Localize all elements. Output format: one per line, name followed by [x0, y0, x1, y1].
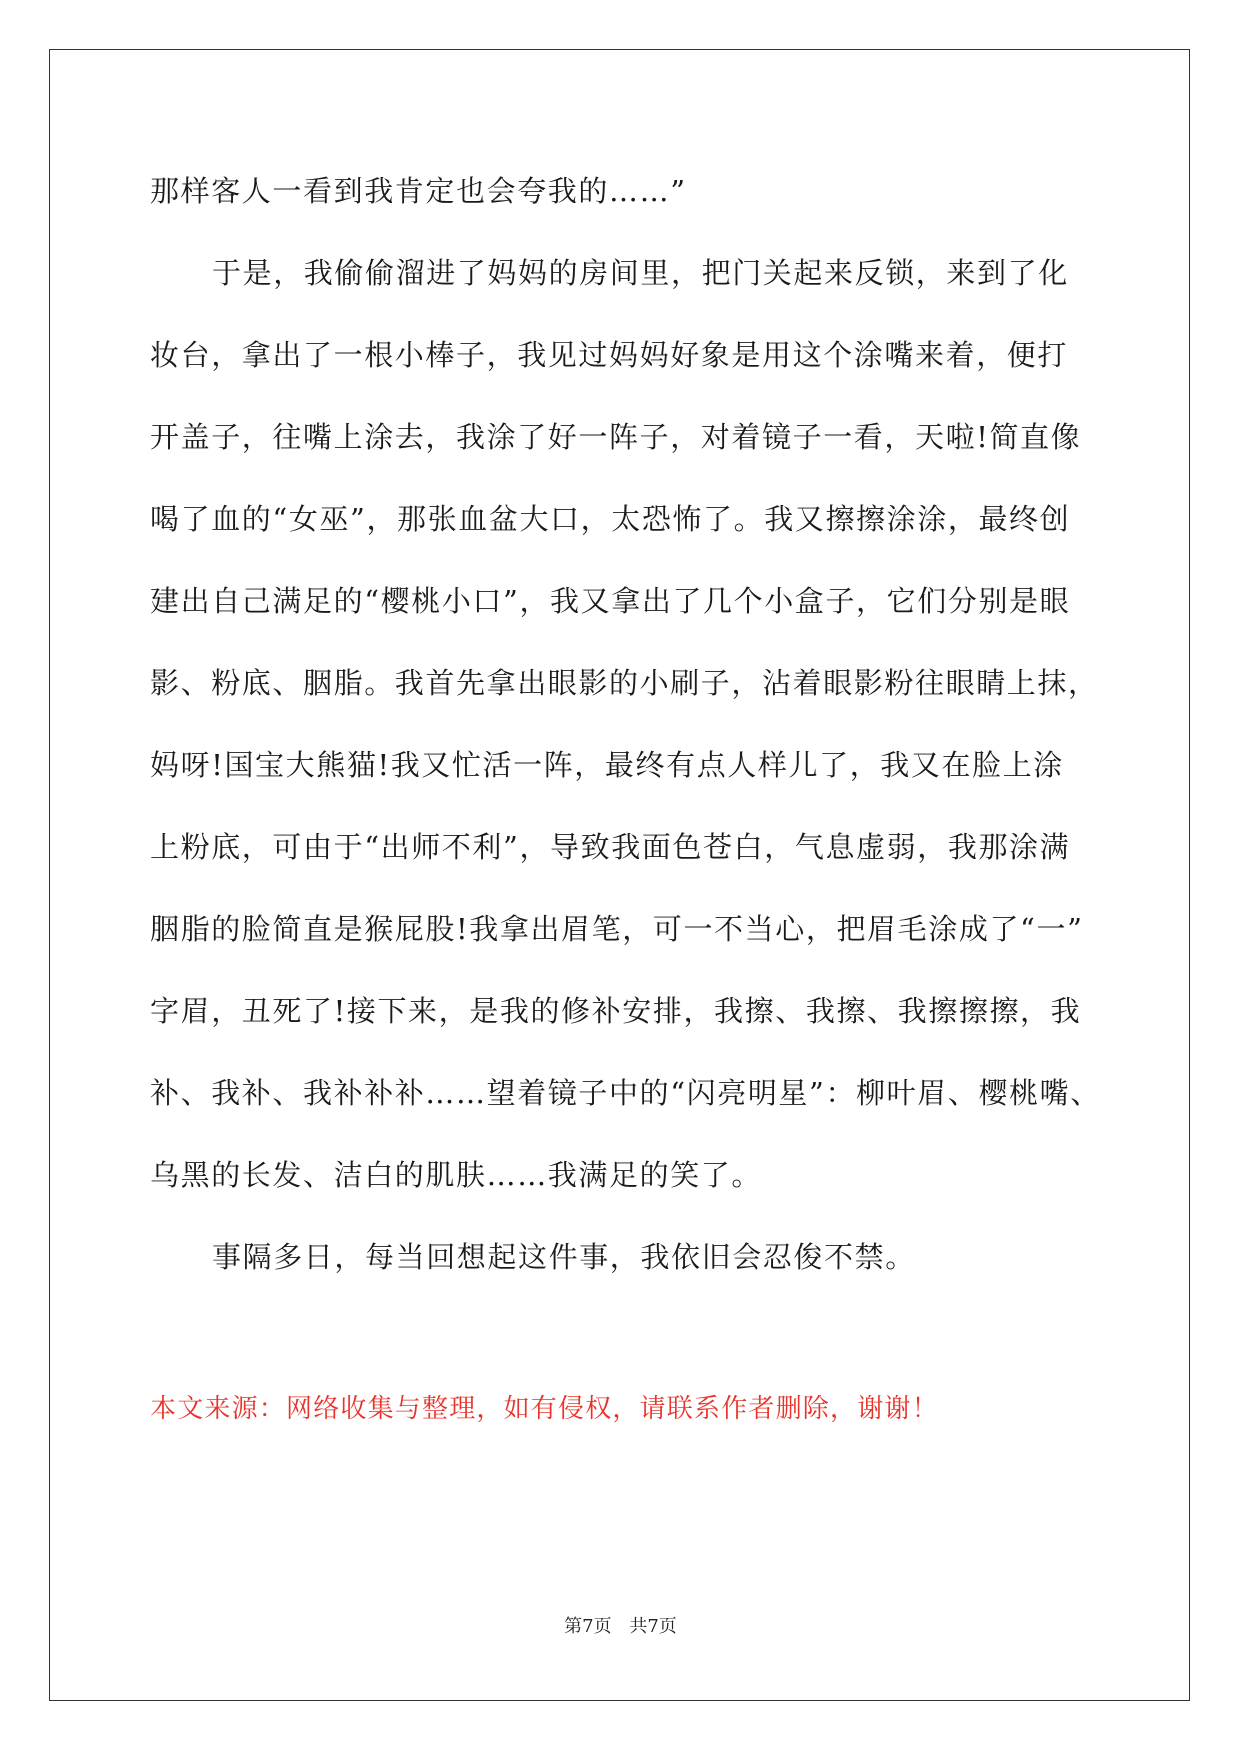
- paragraph-line: 影、粉底、胭脂。我首先拿出眼影的小刷子，沾着眼影粉往眼睛上抹，: [150, 666, 1099, 700]
- source-note: 本文来源：网络收集与整理，如有侵权，请联系作者删除，谢谢！: [150, 1394, 939, 1424]
- page-number-current: 第7页: [564, 1616, 612, 1637]
- paragraph-line: 建出自己满足的“樱桃小口”，我又拿出了几个小盒子，它们分别是眼: [150, 584, 1071, 618]
- paragraph-line: 妆台，拿出了一根小棒子，我见过妈妈好象是用这个涂嘴来着，便打: [150, 338, 1069, 372]
- paragraph-line: 上粉底，可由于“出师不利”，导致我面色苍白，气息虚弱，我那涂满: [150, 830, 1071, 864]
- paragraph-line: 胭脂的脸简直是猴屁股!我拿出眉笔，可一不当心，把眉毛涂成了“一”: [150, 912, 1084, 946]
- page-number-total: 共7页: [629, 1616, 677, 1637]
- paragraph-line: 事隔多日，每当回想起这件事，我依旧会忍俊不禁。: [212, 1240, 916, 1274]
- page-footer: [0, 1612, 1241, 1638]
- paragraph-line: 乌黑的长发、洁白的肌肤……我满足的笑了。: [150, 1158, 763, 1192]
- paragraph-line: 那样客人一看到我肯定也会夸我的……”: [150, 174, 687, 208]
- paragraph-line: 于是，我偷偷溜进了妈妈的房间里，把门关起来反锁，来到了化: [212, 256, 1069, 290]
- paragraph-line: 妈呀!国宝大熊猫!我又忙活一阵，最终有点人样儿了，我又在脸上涂: [150, 748, 1064, 782]
- paragraph-line: 开盖子，往嘴上涂去，我涂了好一阵子，对着镜子一看，天啦!简直像: [150, 420, 1082, 454]
- paragraph-line: 补、我补、我补补补……望着镜子中的“闪亮明星”：柳叶眉、樱桃嘴、: [150, 1076, 1101, 1110]
- spacer: [150, 1298, 1095, 1368]
- paragraph-line: 字眉，丑死了!接下来，是我的修补安排，我擦、我擦、我擦擦擦，我: [150, 994, 1082, 1028]
- paragraph-line: 喝了血的“女巫”，那张血盆大口，太恐怖了。我又擦擦涂涂，最终创: [150, 502, 1071, 536]
- article-body: [150, 150, 1101, 1450]
